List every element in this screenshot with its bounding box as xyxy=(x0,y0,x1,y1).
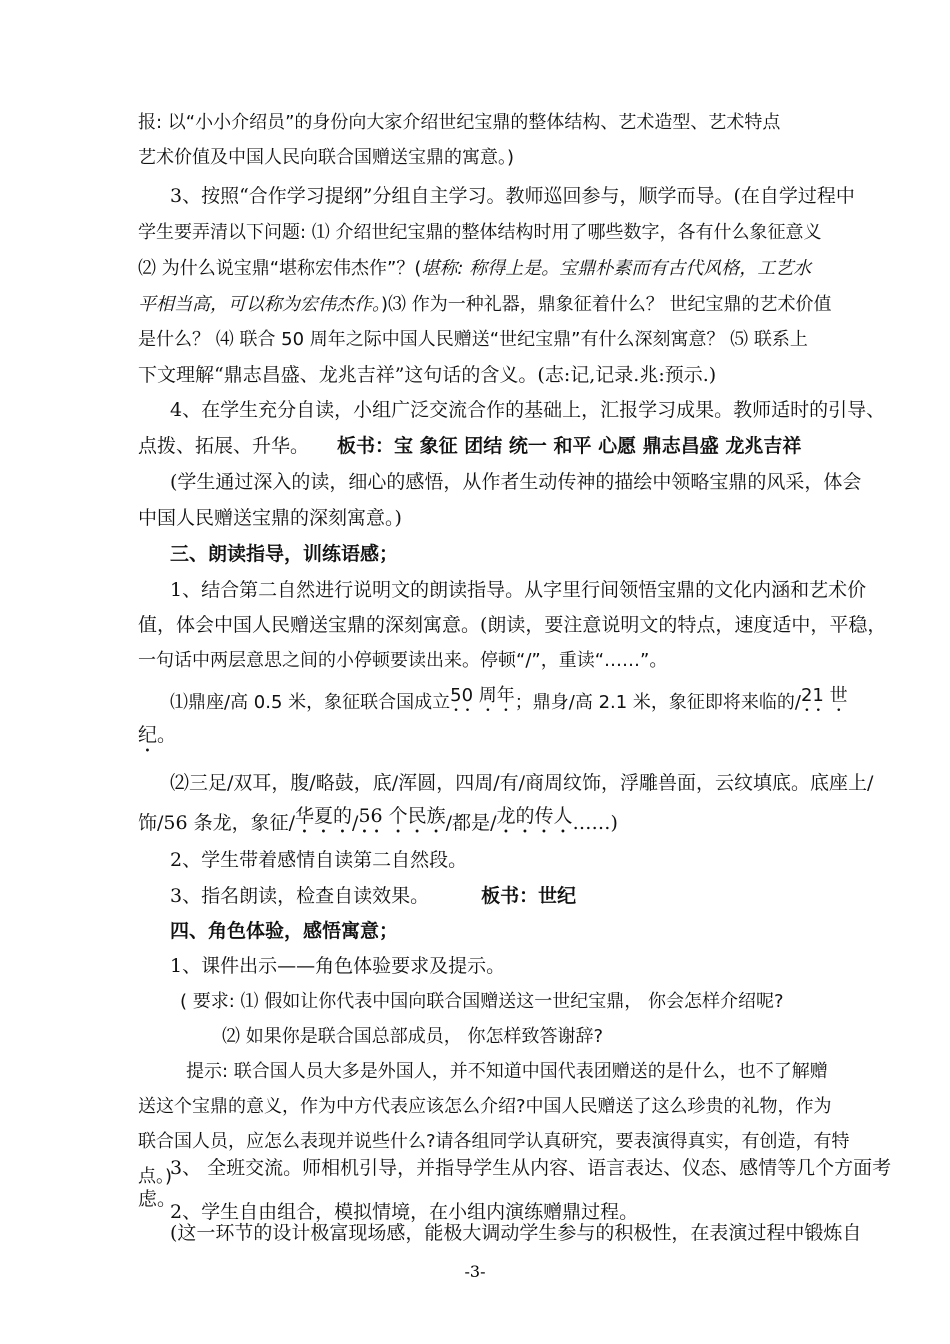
text-line: 下文理解“鼎志昌盛、龙兆吉祥”这句话的含义。(志:记,记录.兆:预示.) xyxy=(138,364,717,386)
text-line: 学生要弄清以下问题: ⑴ 介绍世纪宝鼎的整体结构时用了哪些数字，各有什么象征意义 xyxy=(138,222,822,243)
text-line xyxy=(138,256,858,282)
text-line: 点。) xyxy=(138,1166,173,1187)
stressed-text: 华夏的 xyxy=(295,805,353,827)
text-span: 3、指名朗读，检查自读效果。 xyxy=(170,885,430,907)
text-line: 4、在学生充分自读，小组广泛交流合作的基础上，汇报学习成果。教师适时的引导、 xyxy=(170,399,886,421)
text-line: ⑵三足/双耳，腹/略鼓，底/浑圆，四周/有/商周纹饰，浮雕兽面，云纹填底。底座上/ xyxy=(170,772,874,794)
text-line: 报: 以“小小介绍员”的身份向大家介绍世纪宝鼎的整体结构、艺术造型、艺术特点 xyxy=(138,112,781,133)
stressed-text: 纪 xyxy=(138,724,158,746)
italic-note: 堪称: 称得上是。宝鼎朴素而有古代风格，工艺水 xyxy=(421,258,812,279)
text-span: 。 xyxy=(157,724,177,746)
text-line: 提示: 联合国人员大多是外国人，并不知道中国代表团赠送的是什么，也不了解赠 xyxy=(186,1061,828,1082)
text-line: 3、按照“合作学习提纲”分组自主学习。教师巡回参与，顺学而导。(在自学过程中 xyxy=(170,185,855,207)
italic-note: 平相当高，可以称为宏伟杰作。 xyxy=(138,294,381,315)
text-span: )⑶ 作为一种礼器，鼎象征着什么？ 世纪宝鼎的艺术价值 xyxy=(381,294,832,315)
text-span: ⑵ 为什么说宝鼎“堪称宏伟杰作”？( xyxy=(138,258,422,279)
text-span: 点拨、拓展、升华。 xyxy=(138,435,310,457)
text-line: 2、学生带着感情自读第二自然段。 xyxy=(170,849,468,871)
stressed-text: 50 周年 xyxy=(450,685,515,706)
text-line xyxy=(138,805,858,845)
page-number: -3- xyxy=(464,1262,486,1281)
blackboard-note: 板书：世纪 xyxy=(481,885,577,907)
text-line xyxy=(138,433,858,459)
text-line: 3、 全班交流。师相机引导，并指导学生从内容、语言表达、仪态、感情等几个方面考 xyxy=(170,1157,892,1179)
stressed-text: 龙的传人 xyxy=(496,805,573,827)
text-line: 中国人民赠送宝鼎的深刻寓意。) xyxy=(138,507,402,529)
text-line: 1、结合第二自然进行说明文的朗读指导。从字里行间领悟宝鼎的文化内涵和艺术价 xyxy=(170,579,867,601)
blackboard-note: 板书：宝 象征 团结 统一 和平 心愿 鼎志昌盛 龙兆吉祥 xyxy=(337,435,802,457)
text-span: ；鼎身/高 2.1 米，象征即将来临的/ xyxy=(514,692,801,713)
section-heading: 四、角色体验，感悟寓意； xyxy=(170,920,399,942)
text-line: 2、学生自由组合，模拟情境，在小组内演练赠鼎过程。 xyxy=(170,1201,639,1223)
text-line: (学生通过深入的读，细心的感悟，从作者生动传神的描绘中领略宝鼎的风采，体会 xyxy=(170,471,862,493)
text-line: 艺术价值及中国人民向联合国赠送宝鼎的寓意。) xyxy=(138,147,515,168)
text-line xyxy=(138,722,858,757)
text-span: /都是/ xyxy=(445,812,497,834)
text-line: 一句话中两层意思之间的小停顿要读出来。停顿“/”，重读“……”。 xyxy=(138,650,668,671)
text-line: 是什么？ ⑷ 联合 50 周年之际中国人民赠送“世纪宝鼎”有什么深刻寓意？ ⑸ 联系上 xyxy=(138,329,808,350)
text-span: ……) xyxy=(572,812,618,834)
stressed-text: 56 个民族 xyxy=(358,805,446,827)
text-span: 饰/56 条龙，象征/ xyxy=(138,812,296,834)
text-line: 虑。 xyxy=(138,1188,177,1210)
text-span: / xyxy=(352,812,359,834)
text-line: 联合国人员，应怎么表现并说些什么?请各组同学认真研究，要表演得真实，有创造，有特 xyxy=(138,1131,850,1152)
text-line xyxy=(170,883,858,909)
text-span: ⑴鼎座/高 0.5 米，象征联合国成立 xyxy=(170,692,451,713)
text-line: ⑵ 如果你是联合国总部成员， 你怎样致答谢辞? xyxy=(222,1026,603,1047)
text-line xyxy=(138,292,858,318)
text-line: 送这个宝鼎的意义，作为中方代表应该怎么介绍?中国人民赠送了这么珍贵的礼物，作为 xyxy=(138,1096,832,1117)
section-heading: 三、朗读指导，训练语感； xyxy=(170,543,399,565)
text-line: 1、课件出示——角色体验要求及提示。 xyxy=(170,955,506,977)
text-line: (这一环节的设计极富现场感，能极大调动学生参与的积极性，在表演过程中锻炼自 xyxy=(170,1222,862,1244)
text-line: ( 要求: ⑴ 假如让你代表中国向联合国赠送这一世纪宝鼎， 你会怎样介绍呢? xyxy=(180,991,784,1012)
text-line: 值，体会中国人民赠送宝鼎的深刻寓意。(朗读，要注意说明文的特点，速度适中，平稳， xyxy=(138,614,887,636)
stressed-text: 21 世 xyxy=(800,685,848,706)
text-line xyxy=(170,685,858,723)
